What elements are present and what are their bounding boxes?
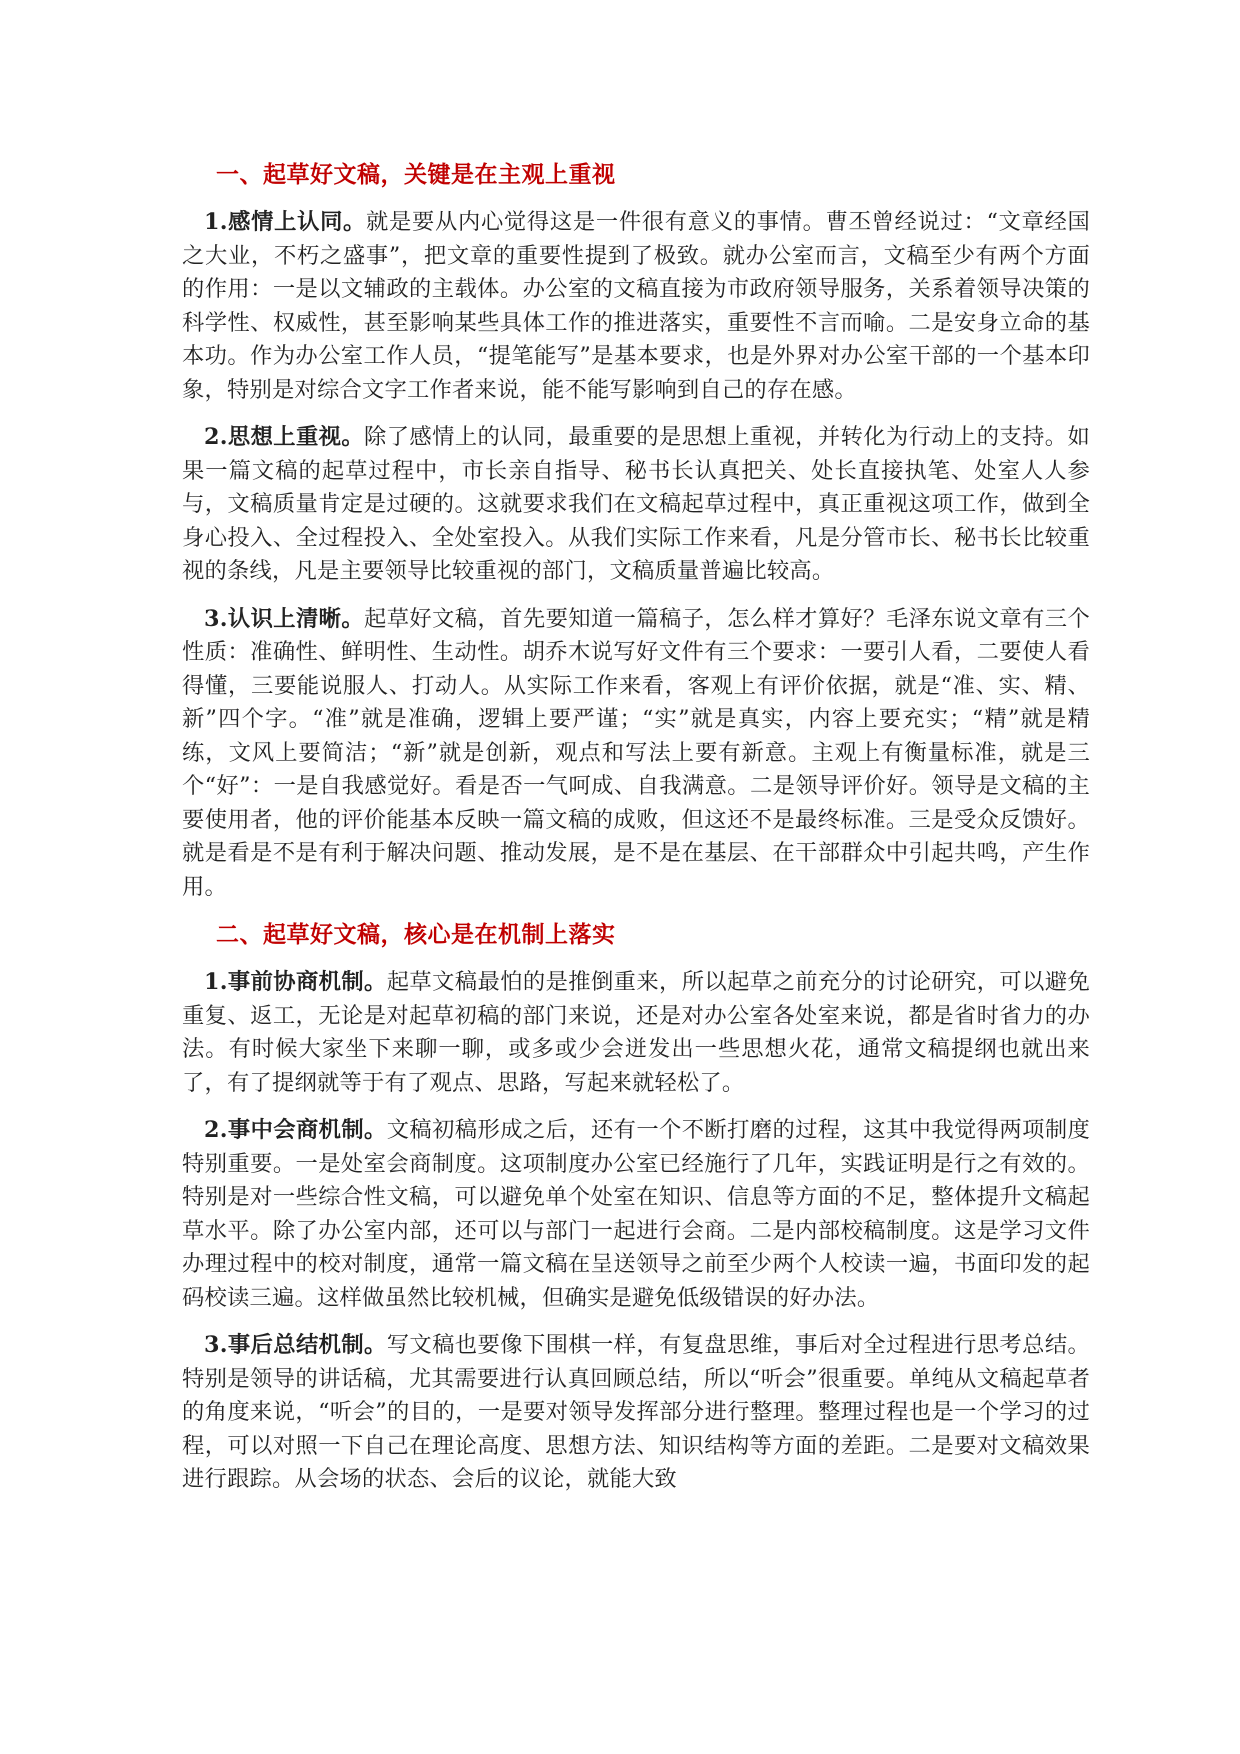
paragraph-lead: 3.认识上清晰。 bbox=[204, 605, 365, 632]
paragraph bbox=[182, 1329, 1090, 1497]
paragraph-lead: 1.感情上认同。 bbox=[204, 209, 367, 235]
paragraph-lead: 3.事后总结机制。 bbox=[204, 1332, 387, 1358]
paragraph bbox=[182, 421, 1090, 589]
paragraph-text: 起草文稿最怕的是推倒重来，所以起草之前充分的讨论研究，可以避免重复、返工，无论是对起草初稿的部门来说，还是对办公室各处室来说，都是省时省力的办法。有时候大家坐下来聊一聊，或多或少会迸发出一些思想火花，通常文稿提纲也就出来了，有了提纲就等于有了观点、思路，写起来就轻松了。 bbox=[182, 969, 1091, 1096]
paragraph bbox=[182, 1114, 1090, 1315]
paragraph-text: 除了感情上的认同，最重要的是思想上重视，并转化为行动上的支持。如果一篇文稿的起草过程中，市长亲自指导、秘书长认真把关、处长直接执笔、处室人人参与，文稿质量肯定是过硬的。这就要求我们在文稿起草过程中，真正重视这项工作，做到全身心投入、全过程投入、全处室投入。从我们实际工作来看，凡是分管市长、秘书长比较重视的条线，凡是主要领导比较重视的部门，文稿质量普遍比较高。 bbox=[182, 424, 1090, 584]
paragraph-lead: 1.事前协商机制。 bbox=[204, 969, 387, 995]
paragraph bbox=[182, 206, 1090, 407]
paragraph-lead: 2.事中会商机制。 bbox=[204, 1117, 387, 1143]
paragraph-text: 就是要从内心觉得这是一件很有意义的事情。曹丕曾经说过：“文章经国之大业，不朽之盛事”，把文章的重要性提到了极致。就办公室而言，文稿至少有两个方面的作用：一是以文辅政的主载体。办公室的文稿直接为市政府领导服务，关系着领导决策的科学性、权威性，甚至影响某些具体工作的推进落实，重要性不言而喻。二是安身立命的基本功。作为办公室工作人员，“提笔能写”是基本要求，也是外界对办公室干部的一个基本印象，特别是对综合文字工作者来说，能不能写影响到自己的存在感。 bbox=[182, 209, 1090, 403]
document-body bbox=[182, 158, 1090, 1511]
paragraph bbox=[182, 966, 1090, 1100]
paragraph-lead: 2.思想上重视。 bbox=[204, 424, 365, 450]
section-heading: 二、起草好文稿，核心是在机制上落实 bbox=[216, 921, 616, 948]
paragraph-text: 写文稿也要像下围棋一样，有复盘思维，事后对全过程进行思考总结。特别是领导的讲话稿，尤其需要进行认真回顾总结，所以“听会”很重要。单纯从文稿起草者的角度来说，“听会”的目的，一是要对领导发挥部分进行整理。整理过程也是一个学习的过程，可以对照一下自己在理论高度、思想方法、知识结构等方面的差距。二是要对文稿效果进行跟踪。从会场的状态、会后的议论，就能大致 bbox=[182, 1332, 1091, 1492]
paragraph-text: 起草好文稿，首先要知道一篇稿子，怎么样才算好？毛泽东说文章有三个性质：准确性、鲜明性、生动性。胡乔木说写好文件有三个要求：一要引人看，二要使人看得懂，三要能说服人、打动人。从实际工作来看，客观上有评价依据，就是“准、实、精、新”四个字。“准”就是准确，逻辑上要严谨；“实”就是真实，内容上要充实；“精”就是精练，文风上要简洁；“新”就是创新，观点和写法上要有新意。主观上有衡量标准，就是三个“好”：一是自我感觉好。看是否一气呵成、自我满意。二是领导评价好。领导是文稿的主要使用者，他的评价能基本反映一篇文稿的成败，但这还不是最终标准。三是受众反馈好。就是看是不是有利于解决问题、推动发展，是不是在基层、在干部群众中引起共鸣，产生作用。 bbox=[182, 605, 1090, 900]
section-heading: 一、起草好文稿，关键是在主观上重视 bbox=[216, 161, 616, 188]
paragraph bbox=[182, 603, 1090, 905]
paragraph-text: 文稿初稿形成之后，还有一个不断打磨的过程，这其中我觉得两项制度特别重要。一是处室会商制度。这项制度办公室已经施行了几年，实践证明是行之有效的。特别是对一些综合性文稿，可以避免单个处室在知识、信息等方面的不足，整体提升文稿起草水平。除了办公室内部，还可以与部门一起进行会商。二是内部校稿制度。这是学习文件办理过程中的校对制度，通常一篇文稿在呈送领导之前至少两个人校读一遍，书面印发的起码校读三遍。这样做虽然比较机械，但确实是避免低级错误的好办法。 bbox=[182, 1117, 1091, 1311]
